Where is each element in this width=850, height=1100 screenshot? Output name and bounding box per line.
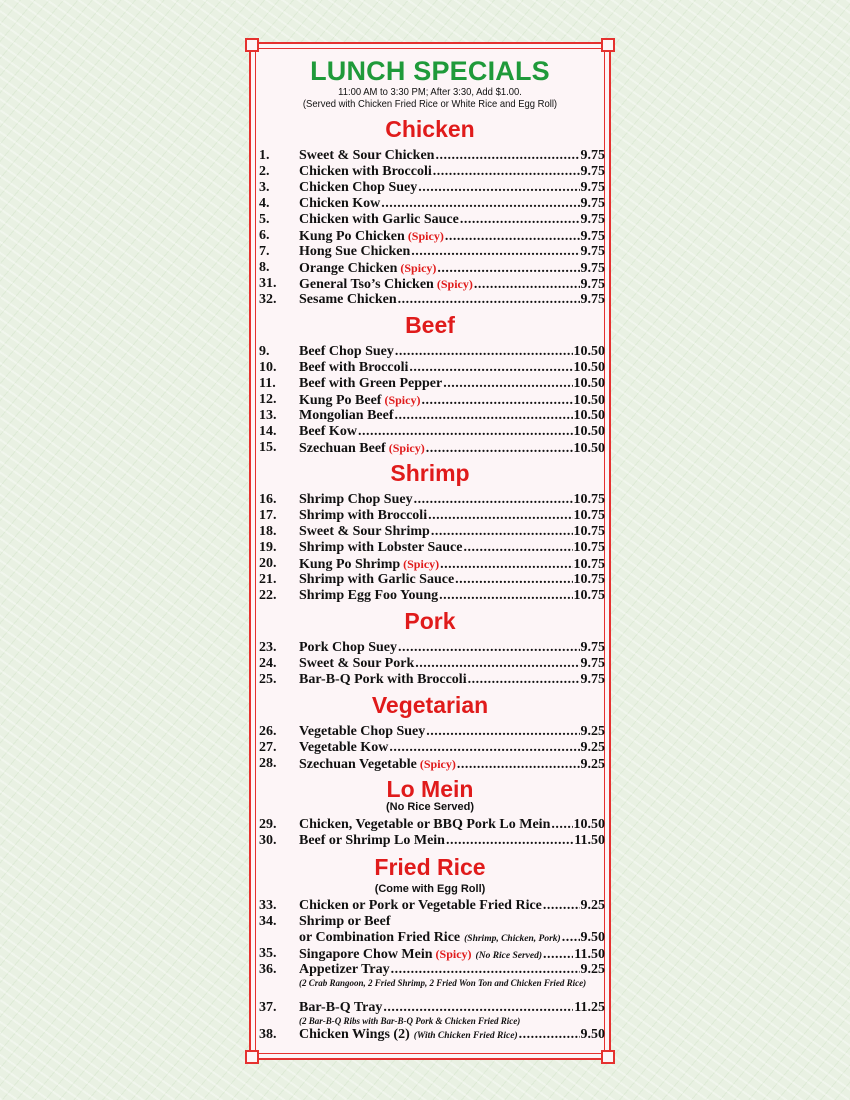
leader-dots (543, 898, 580, 914)
menu-item (259, 344, 605, 360)
item-number: 27. (259, 740, 277, 755)
item-number: 35. (259, 946, 277, 961)
leader-dots (431, 524, 573, 540)
item-name: or Combination Fried Rice (299, 930, 461, 945)
menu-item (259, 524, 605, 540)
menu-item-continued (259, 930, 605, 946)
section-title-fried-rice: Fried Rice (374, 854, 486, 880)
item-number: 22. (259, 588, 277, 603)
border-corner (601, 38, 615, 52)
leader-dots (543, 947, 573, 963)
item-number: 37. (259, 1000, 277, 1015)
section-title-shrimp: Shrimp (390, 460, 470, 486)
menu-header (251, 56, 609, 110)
leader-dots (433, 164, 580, 180)
leader-dots (519, 1027, 580, 1043)
item-number: 30. (259, 833, 277, 848)
item-name: Hong Sue Chicken (299, 244, 411, 259)
leader-dots (457, 757, 580, 773)
leader-dots (445, 229, 580, 245)
item-name: Sweet & Sour Chicken (299, 148, 435, 163)
item-number: 24. (259, 656, 277, 671)
menu-item (259, 408, 605, 424)
menu-item (259, 148, 605, 164)
spicy-label: (Spicy) (403, 557, 440, 571)
leader-dots (398, 292, 580, 308)
leader-dots (418, 180, 579, 196)
spicy-label: (Spicy) (400, 261, 437, 275)
leader-dots (358, 424, 573, 440)
hours-text: 11:00 AM to 3:30 PM; After 3:30, Add $1.00. (338, 86, 522, 98)
menu-item (259, 376, 605, 392)
leader-dots (391, 962, 580, 978)
item-price: 10.50 (573, 344, 605, 359)
item-name: Szechuan Vegetable (299, 757, 417, 772)
item-name: Shrimp Egg Foo Young (299, 588, 439, 603)
item-number: 29. (259, 817, 277, 832)
item-name: Beef with Green Pepper (299, 376, 443, 391)
menu-item (259, 640, 605, 656)
menu-item (259, 212, 605, 228)
item-number: 33. (259, 898, 277, 913)
item-price: 10.75 (573, 540, 605, 555)
item-number: 20. (259, 556, 277, 571)
item-number: 8. (259, 260, 270, 275)
item-price: 11.25 (574, 1000, 605, 1015)
item-price: 10.75 (573, 572, 605, 587)
item-price: 10.50 (573, 424, 605, 439)
menu-item (259, 756, 605, 772)
item-price: 9.25 (580, 724, 605, 739)
item-name: Szechuan Beef (299, 441, 386, 456)
item-price: 9.50 (580, 930, 605, 945)
item-price: 9.75 (580, 261, 605, 276)
menu-item (259, 540, 605, 556)
item-price: 9.75 (580, 229, 605, 244)
item-number: 6. (259, 228, 270, 243)
item-number: 1. (259, 148, 270, 163)
item-name: Chicken Wings (2) (299, 1027, 410, 1042)
item-name: Appetizer Tray (299, 962, 390, 977)
item-number: 25. (259, 672, 277, 687)
leader-dots (460, 212, 580, 228)
leader-dots (395, 408, 573, 424)
spicy-label: (Spicy) (388, 441, 425, 455)
item-price: 10.75 (573, 508, 605, 523)
item-price: 9.75 (580, 244, 605, 259)
menu-item (259, 656, 605, 672)
item-name: Shrimp with Garlic Sauce (299, 572, 455, 587)
menu-item (259, 572, 605, 588)
menu-item (259, 1027, 605, 1043)
item-number: 38. (259, 1027, 277, 1042)
menu-item (259, 440, 605, 456)
item-name: Kung Po Beef (299, 393, 382, 408)
item-number: 7. (259, 244, 270, 259)
item-number: 26. (259, 724, 277, 739)
item-number: 18. (259, 524, 277, 539)
menu-item (259, 817, 605, 833)
menu-item (259, 914, 605, 930)
item-number: 19. (259, 540, 277, 555)
border-corner (601, 1050, 615, 1064)
menu-item (259, 962, 605, 978)
item-number: 15. (259, 440, 277, 455)
item-number: 12. (259, 392, 277, 407)
item-name: Chicken, Vegetable or BBQ Pork Lo Mein (299, 817, 551, 832)
item-number: 34. (259, 914, 277, 929)
item-price: 9.25 (580, 898, 605, 913)
leader-dots (415, 656, 579, 672)
item-number: 32. (259, 292, 277, 307)
item-price: 9.25 (580, 962, 605, 977)
leader-dots (463, 540, 572, 556)
border-corner (245, 1050, 259, 1064)
page-title: LUNCH SPECIALS (310, 56, 550, 86)
item-number: 21. (259, 572, 277, 587)
leader-dots (398, 640, 579, 656)
item-price: 9.75 (580, 212, 605, 227)
menu-item (259, 1000, 605, 1016)
item-price: 9.50 (580, 1027, 605, 1042)
item-price: 9.75 (580, 672, 605, 687)
menu-item (259, 164, 605, 180)
item-number: 28. (259, 756, 277, 771)
leader-dots (381, 196, 579, 212)
leader-dots (389, 740, 579, 756)
menu-item (259, 392, 605, 408)
leader-dots (446, 833, 573, 849)
menu-item (259, 244, 605, 260)
item-name: Chicken with Garlic Sauce (299, 212, 459, 227)
menu-item (259, 672, 605, 688)
item-number: 23. (259, 640, 277, 655)
menu-item (259, 180, 605, 196)
menu-item (259, 492, 605, 508)
item-price: 10.75 (573, 492, 605, 507)
item-price: 9.75 (580, 148, 605, 163)
item-price: 9.75 (580, 292, 605, 307)
item-price: 9.75 (580, 640, 605, 655)
leader-dots (426, 724, 579, 740)
item-name: Shrimp with Lobster Sauce (299, 540, 463, 555)
section-note: (Come with Egg Roll) (374, 883, 486, 895)
leader-dots (551, 817, 572, 833)
menu-item (259, 260, 605, 276)
menu-item (259, 360, 605, 376)
leader-dots (395, 344, 573, 360)
item-number: 13. (259, 408, 277, 423)
item-price: 9.75 (580, 180, 605, 195)
menu-item (259, 276, 605, 292)
item-name: Vegetable Kow (299, 740, 389, 755)
item-price: 9.75 (580, 196, 605, 211)
item-name: Beef with Broccoli (299, 360, 409, 375)
item-price: 9.25 (580, 740, 605, 755)
item-name: Kung Po Shrimp (299, 557, 401, 572)
item-price: 10.50 (573, 360, 605, 375)
item-name: Beef Kow (299, 424, 357, 439)
item-name: Shrimp Chop Suey (299, 492, 413, 507)
section-title-vegetarian: Vegetarian (371, 692, 489, 718)
item-name: Chicken Kow (299, 196, 381, 211)
item-number: 11. (259, 376, 276, 391)
item-name: Shrimp with Broccoli (299, 508, 428, 523)
item-name: Sweet & Sour Shrimp (299, 524, 430, 539)
item-name: Pork Chop Suey (299, 640, 398, 655)
item-name: Chicken or Pork or Vegetable Fried Rice (299, 898, 542, 913)
item-price: 10.50 (573, 441, 605, 456)
spicy-label: (Spicy) (407, 229, 444, 243)
section-title-lo-mein: Lo Mein (386, 776, 474, 802)
item-price: 10.50 (573, 376, 605, 391)
item-name: Bar-B-Q Tray (299, 1000, 383, 1015)
item-name: Vegetable Chop Suey (299, 724, 426, 739)
item-number: 16. (259, 492, 277, 507)
item-price: 11.50 (574, 947, 605, 962)
leader-dots (414, 492, 573, 508)
leader-dots (474, 277, 580, 293)
item-price: 10.75 (573, 588, 605, 603)
item-number: 36. (259, 962, 277, 977)
section-title-chicken: Chicken (385, 116, 475, 142)
item-name: General Tso’s Chicken (299, 277, 434, 292)
item-price: 9.75 (580, 656, 605, 671)
leader-dots (468, 672, 580, 688)
spicy-label: (Spicy) (435, 947, 472, 961)
menu-item (259, 946, 605, 962)
item-name: Beef or Shrimp Lo Mein (299, 833, 445, 848)
item-number: 3. (259, 180, 270, 195)
section-title-beef: Beef (405, 312, 455, 338)
menu-panel (249, 42, 611, 1060)
menu-item (259, 833, 605, 849)
leader-dots (421, 393, 572, 409)
leader-dots (428, 508, 572, 524)
item-number: 4. (259, 196, 270, 211)
leader-dots (440, 557, 572, 573)
item-price: 9.25 (580, 757, 605, 772)
item-name: Chicken with Broccoli (299, 164, 432, 179)
leader-dots (409, 360, 572, 376)
item-name: Sweet & Sour Pork (299, 656, 415, 671)
section-note: (No Rice Served) (385, 801, 475, 813)
item-number: 14. (259, 424, 277, 439)
item-description: (2 Crab Rangoon, 2 Fried Shrimp, 2 Fried Won Ton and Chicken Fried Rice) (299, 978, 587, 988)
menu-item (259, 196, 605, 212)
leader-dots (437, 261, 579, 277)
menu-item (259, 424, 605, 440)
item-description: (2 Bar-B-Q Ribs with Bar-B-Q Pork & Chicken Fried Rice) (299, 1016, 521, 1026)
item-name: Beef Chop Suey (299, 344, 394, 359)
section-title-pork: Pork (404, 608, 456, 634)
item-note: (Shrimp, Chicken, Pork) (464, 934, 561, 944)
spicy-label: (Spicy) (436, 277, 473, 291)
served-with-text: (Served with Chicken Fried Rice or White Rice and Egg Roll) (302, 98, 558, 110)
leader-dots (383, 1000, 573, 1016)
leader-dots (435, 148, 579, 164)
spicy-label: (Spicy) (384, 393, 421, 407)
leader-dots (562, 930, 580, 946)
item-price: 9.75 (580, 277, 605, 292)
menu-item (259, 556, 605, 572)
item-number: 17. (259, 508, 277, 523)
item-number: 5. (259, 212, 270, 227)
item-number: 10. (259, 360, 277, 375)
item-price: 11.50 (574, 833, 605, 848)
item-number: 9. (259, 344, 270, 359)
item-price: 9.75 (580, 164, 605, 179)
spicy-label: (Spicy) (419, 757, 456, 771)
item-name: Bar-B-Q Pork with Broccoli (299, 672, 467, 687)
menu-item (259, 588, 605, 604)
item-name: Mongolian Beef (299, 408, 394, 423)
item-name: Sesame Chicken (299, 292, 397, 307)
item-name: Kung Po Chicken (299, 229, 405, 244)
menu-item (259, 740, 605, 756)
leader-dots (439, 588, 572, 604)
item-price: 10.50 (573, 393, 605, 408)
item-name: Chicken Chop Suey (299, 180, 418, 195)
item-number: 31. (259, 276, 277, 291)
item-price: 10.50 (573, 817, 605, 832)
leader-dots (443, 376, 572, 392)
menu-item (259, 724, 605, 740)
menu-item (259, 898, 605, 914)
item-note: (No Rice Served) (475, 951, 543, 961)
item-price: 10.75 (573, 524, 605, 539)
leader-dots (411, 244, 579, 260)
menu-item (259, 508, 605, 524)
item-note: (With Chicken Fried Rice) (413, 1031, 518, 1041)
item-name: Singapore Chow Mein (299, 947, 433, 962)
item-number: 2. (259, 164, 270, 179)
item-name: Orange Chicken (299, 261, 398, 276)
menu-item (259, 292, 605, 308)
item-name: Shrimp or Beef (299, 914, 391, 929)
item-price: 10.50 (573, 408, 605, 423)
leader-dots (426, 441, 573, 457)
border-corner (245, 38, 259, 52)
leader-dots (455, 572, 572, 588)
menu-item (259, 228, 605, 244)
item-price: 10.75 (573, 557, 605, 572)
